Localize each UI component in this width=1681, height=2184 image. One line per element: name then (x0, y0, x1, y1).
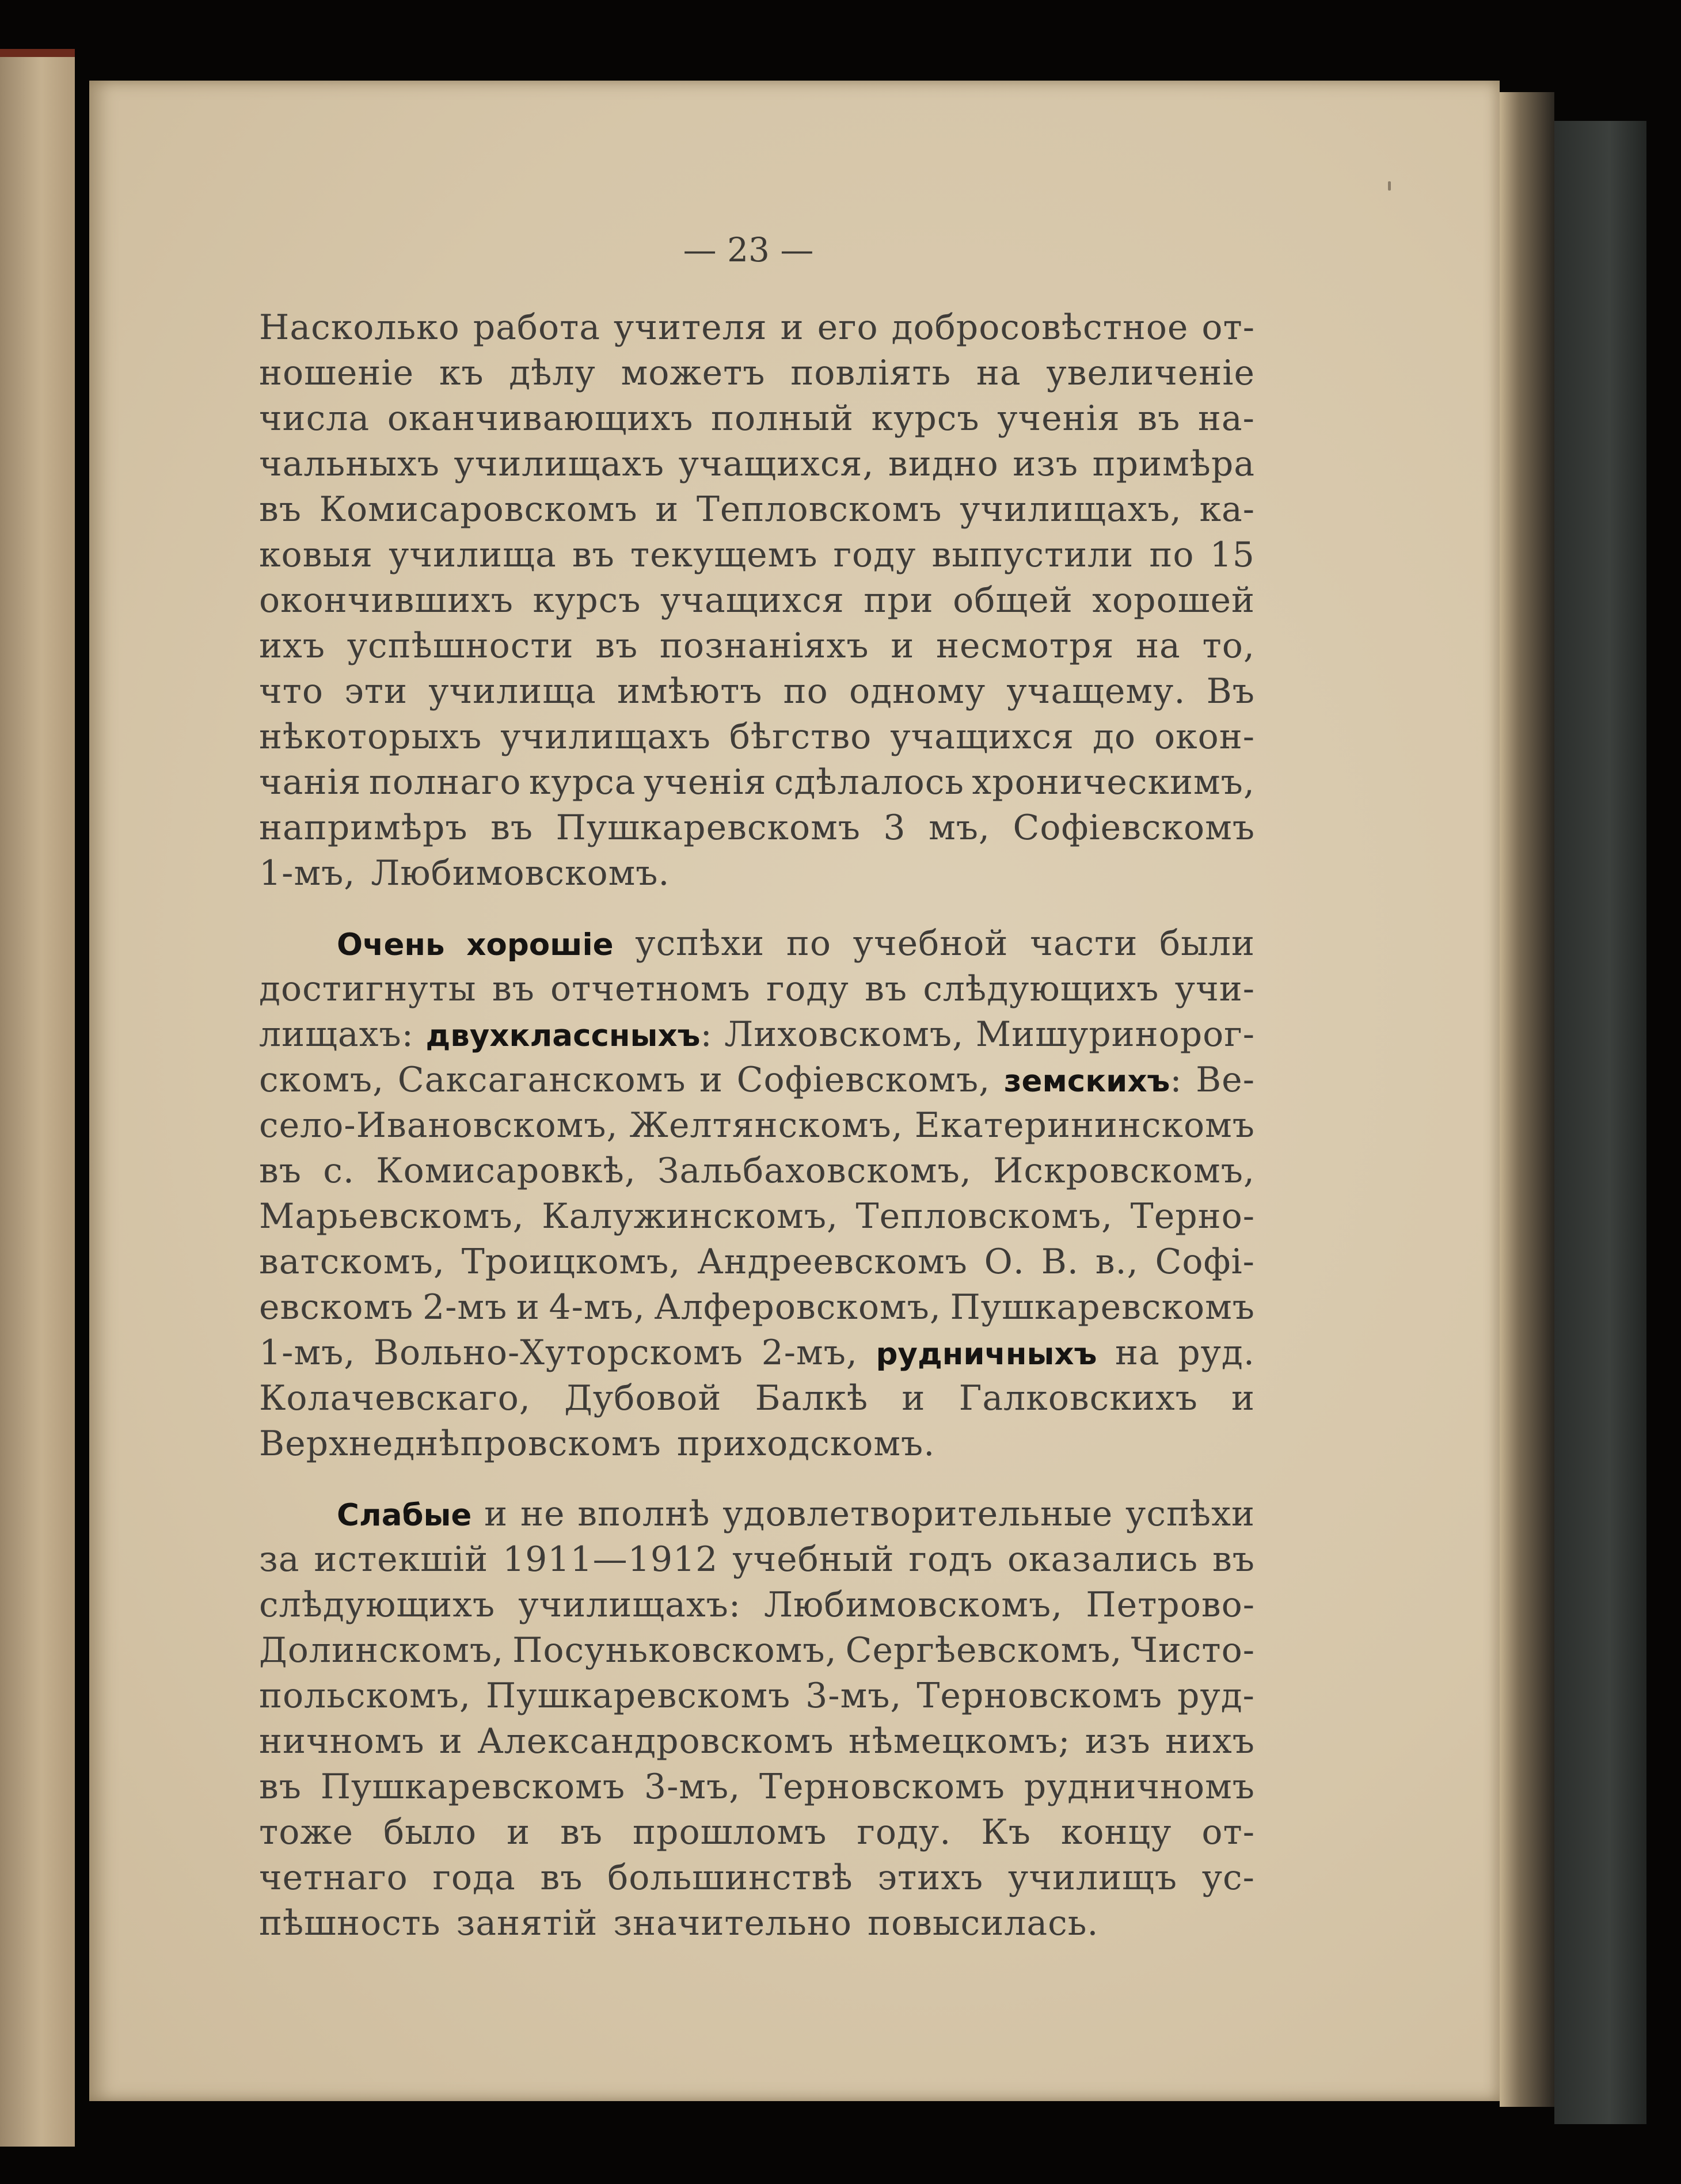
word: въ (259, 1767, 302, 1807)
word: въ (259, 1151, 302, 1191)
text-line (259, 1855, 1255, 1901)
word: добросовѣстное (891, 307, 1189, 348)
text-line (259, 1491, 1255, 1537)
word: достигнуты (259, 969, 477, 1009)
word: занятій (456, 1903, 598, 1943)
page-number: — 23 — (683, 230, 814, 269)
word: училищъ (1007, 1858, 1177, 1898)
text-line (259, 1376, 1255, 1421)
word: Долинскомъ, (259, 1630, 504, 1671)
word: Марьевскомъ, (259, 1196, 524, 1236)
word: на (1136, 626, 1181, 666)
word: оканчивающихъ (387, 398, 694, 439)
word: ихъ (259, 626, 326, 666)
word: Андреевскомъ (697, 1242, 968, 1282)
word: 3 (883, 808, 906, 848)
word: и (484, 1494, 508, 1534)
text-line (259, 1194, 1255, 1239)
word: изъ (1085, 1721, 1151, 1761)
word: бѣгство (729, 717, 872, 757)
word: Алферовскомъ, (654, 1287, 941, 1327)
word: Тепловскомъ, (855, 1196, 1113, 1236)
word: Любимовскомъ, (764, 1585, 1063, 1625)
word: годъ (908, 1539, 994, 1580)
word: большинствѣ (607, 1858, 853, 1898)
word: рудничномъ (1024, 1767, 1255, 1807)
word: Пушкаревскомъ (320, 1767, 626, 1807)
word: польскомъ, (259, 1676, 471, 1716)
word: Терновскомъ (759, 1767, 1005, 1807)
word: Пушкаревскомъ (950, 1287, 1255, 1327)
text-line (259, 1012, 1255, 1057)
text-line (259, 760, 1255, 805)
word: В. (1041, 1242, 1079, 1282)
text-line (259, 623, 1255, 669)
word: хорошей (1092, 580, 1255, 621)
word: Вольно-Хуторскомъ (373, 1333, 744, 1373)
text-line (259, 1537, 1255, 1582)
word: увеличеніе (1046, 353, 1255, 393)
text-line (259, 1421, 1255, 1467)
word: Ве- (1196, 1060, 1255, 1100)
word: одному (849, 671, 986, 711)
word: ничномъ (259, 1721, 425, 1761)
word: окончившихъ (259, 580, 514, 621)
word: Саксаганскомъ (397, 1060, 686, 1100)
word: курса (528, 762, 636, 802)
word: училищахъ, (960, 489, 1182, 530)
word: Екатерининскомъ (914, 1105, 1255, 1146)
word: можетъ (621, 353, 766, 393)
word: было (383, 1812, 477, 1852)
word: удовлетворительные (722, 1494, 1113, 1534)
word: Желтянскомъ, (629, 1105, 903, 1146)
word: 1-мъ, (259, 1333, 356, 1373)
word: и (507, 1812, 531, 1852)
word: учащихся (890, 717, 1075, 757)
word: на (976, 353, 1021, 393)
word: въ (490, 808, 534, 848)
word: ученія (643, 762, 767, 802)
word: тоже (259, 1812, 354, 1852)
word: учебной (853, 923, 1009, 964)
word: повысилась. (868, 1903, 1099, 1943)
word: вполнѣ (577, 1494, 710, 1534)
word: руд. (1178, 1333, 1255, 1373)
word: четнаго (259, 1858, 408, 1898)
text-line (259, 1673, 1255, 1719)
word: эти (344, 671, 408, 711)
word: изъ (1013, 444, 1079, 484)
text-line (259, 1103, 1255, 1148)
word: ковыя (259, 535, 374, 575)
word: учи- (1174, 969, 1255, 1009)
body-text (259, 305, 1255, 1946)
word: Терновскомъ (916, 1676, 1163, 1716)
word: и (780, 307, 804, 348)
word: въ (595, 626, 638, 666)
word: Петрово- (1086, 1585, 1255, 1625)
word: пѣшность (259, 1903, 441, 1943)
word: въ (1138, 398, 1181, 439)
word: несмотря (935, 626, 1115, 666)
word: за (259, 1539, 300, 1580)
word: 3-мъ, (644, 1767, 741, 1807)
text-line (259, 1285, 1255, 1330)
word: прошломъ (633, 1812, 827, 1852)
word: 2-мъ (422, 1287, 508, 1327)
word: Калужинскомъ, (542, 1196, 839, 1236)
text-line (259, 1901, 1255, 1946)
word: то, (1202, 626, 1255, 666)
page-stack-edge (1500, 92, 1554, 2107)
word: въ (865, 969, 908, 1009)
word: году (833, 535, 916, 575)
word: нихъ (1165, 1721, 1255, 1761)
word: концу (1060, 1812, 1172, 1852)
text-line (259, 967, 1255, 1012)
word: были (1159, 923, 1255, 964)
word: Софі- (1155, 1242, 1255, 1282)
book-cover (1554, 121, 1646, 2124)
word: 15 (1210, 535, 1255, 575)
word: и (655, 489, 679, 530)
word: по (1149, 535, 1195, 575)
word: хорошіе (466, 927, 614, 962)
word: числа (259, 398, 370, 439)
word: выпустили (931, 535, 1134, 575)
word: въ (1212, 1539, 1255, 1580)
word: этихъ (877, 1858, 984, 1898)
word: видно (888, 444, 999, 484)
paragraph (259, 1491, 1255, 1946)
word: учителя (614, 307, 767, 348)
word: учащихся, (678, 444, 874, 484)
word: успѣшности (347, 626, 574, 666)
word: Любимовскомъ. (371, 853, 670, 893)
word: сдѣлалось (774, 762, 964, 802)
word: слѣдующихъ (259, 1585, 496, 1625)
word: и (699, 1060, 724, 1100)
word: повліять (790, 353, 952, 393)
word: чальныхъ (259, 444, 440, 484)
word: училища (389, 535, 557, 575)
word: хроническимъ, (972, 762, 1255, 802)
text-line (259, 578, 1255, 623)
word: полнаго (368, 762, 522, 802)
word: Пушкаревскомъ (485, 1676, 791, 1716)
word: от- (1201, 307, 1255, 348)
text-line (259, 1239, 1255, 1285)
word: Галковскихъ (959, 1378, 1198, 1418)
word: Терно- (1130, 1196, 1255, 1236)
word: учащему. (1006, 671, 1186, 711)
paragraph (259, 305, 1255, 896)
word: 4-мъ, (549, 1287, 645, 1327)
word: слѣдующихъ (923, 969, 1159, 1009)
word: Въ (1206, 671, 1255, 711)
word: Балкѣ (755, 1378, 869, 1418)
text-line (259, 714, 1255, 760)
word: Мишуринорог- (975, 1014, 1255, 1055)
word: полный (711, 398, 854, 439)
word: части (1030, 923, 1138, 964)
text-line (259, 851, 1255, 896)
text-line (259, 1148, 1255, 1194)
word: в., (1095, 1242, 1139, 1282)
word: Лиховскомъ, (724, 1014, 964, 1055)
word: въ (572, 535, 615, 575)
word: ученія (997, 398, 1120, 439)
word: Искровскомъ, (993, 1151, 1255, 1191)
word: ка- (1199, 489, 1255, 530)
word: успѣхи (1125, 1494, 1255, 1534)
word: рудничныхъ (876, 1337, 1097, 1372)
text-line (259, 532, 1255, 578)
word: Сергѣевскомъ, (845, 1630, 1123, 1671)
word: успѣхи (635, 923, 765, 964)
word: въ (560, 1812, 603, 1852)
word: Софіевскомъ (1013, 808, 1255, 848)
word: земскихъ: (1003, 1060, 1182, 1100)
word: что (259, 671, 324, 711)
word: до (1092, 717, 1136, 757)
word: Чисто- (1131, 1630, 1255, 1671)
word: евскомъ (259, 1287, 414, 1327)
word: работа (473, 307, 601, 348)
text-line (259, 1582, 1255, 1628)
text-line (259, 396, 1255, 442)
word: приходскомъ. (676, 1424, 935, 1464)
word: мъ, (929, 808, 990, 848)
word: по (783, 671, 828, 711)
paper-speck (1388, 181, 1391, 191)
word: учащихся (660, 580, 845, 621)
word: с. (323, 1151, 355, 1191)
word: 3-мъ, (805, 1676, 902, 1716)
text-line (259, 305, 1255, 351)
word: село-Ивановскомъ, (259, 1105, 618, 1146)
word: въ (540, 1858, 583, 1898)
text-line (259, 805, 1255, 851)
word: Зальбаховскомъ, (657, 1151, 972, 1191)
word: скомъ, (259, 1060, 385, 1100)
word: училища (428, 671, 596, 711)
word: году. (857, 1812, 952, 1852)
word: и (439, 1721, 463, 1761)
word: Дубовой (564, 1378, 722, 1418)
text-line (259, 1719, 1255, 1764)
text-line (259, 1057, 1255, 1103)
word: училищахъ (500, 717, 711, 757)
word: при (864, 580, 934, 621)
word: оказались (1007, 1539, 1199, 1580)
word: въ (492, 969, 535, 1009)
word: нѣкоторыхъ (259, 717, 482, 757)
word: дѣлу (509, 353, 596, 393)
word: Колачевскаго, (259, 1378, 531, 1418)
text-line (259, 1628, 1255, 1673)
word: ватскомъ, (259, 1242, 445, 1282)
word: Комисаровскомъ (319, 489, 638, 530)
word: значительно (613, 1903, 852, 1943)
word: лищахъ: (259, 1014, 414, 1055)
paragraph (259, 921, 1255, 1467)
left-page-edge (0, 49, 75, 2147)
word: Слабые (337, 1498, 472, 1533)
text-line (259, 351, 1255, 396)
text-line (259, 1810, 1255, 1855)
text-line (259, 1764, 1255, 1810)
text-line (259, 1330, 1255, 1376)
word: курсъ (533, 580, 641, 621)
word: 2-мъ, (761, 1333, 858, 1373)
word: истекшій (314, 1539, 489, 1580)
word: Комисаровкѣ, (376, 1151, 636, 1191)
word: и (891, 626, 915, 666)
word: на (1115, 1333, 1160, 1373)
text-line (259, 442, 1255, 487)
word: ношеніе (259, 353, 414, 393)
word: напримѣръ (259, 808, 468, 848)
word: его (817, 307, 878, 348)
word: Очень (337, 927, 445, 962)
word: Къ (981, 1812, 1031, 1852)
word: О. (984, 1242, 1025, 1282)
word: на- (1197, 398, 1255, 439)
text-line (259, 487, 1255, 532)
word: Троицкомъ, (461, 1242, 681, 1282)
word: и (902, 1378, 926, 1418)
text-line (259, 669, 1255, 714)
word: Тепловскомъ (696, 489, 942, 530)
word: двухклассныхъ: (425, 1014, 713, 1055)
word: окон- (1154, 717, 1255, 757)
word: курсъ (871, 398, 980, 439)
word: от- (1201, 1812, 1255, 1852)
word: руд- (1177, 1676, 1255, 1716)
word: не (520, 1494, 565, 1534)
word: имѣютъ (617, 671, 763, 711)
word: училищахъ: (518, 1585, 741, 1625)
word: 1911—1912 (502, 1539, 718, 1580)
word: къ (439, 353, 484, 393)
word: 1-мъ, (259, 853, 356, 893)
word: отчетномъ (550, 969, 751, 1009)
word: общей (953, 580, 1073, 621)
word: текущемъ (630, 535, 818, 575)
word: училищахъ (454, 444, 665, 484)
text-line (259, 921, 1255, 967)
word: Пушкаревскомъ (556, 808, 861, 848)
word: Александровскомъ (477, 1721, 834, 1761)
word: и (1231, 1378, 1255, 1418)
word: и (516, 1287, 540, 1327)
word: Насколько (259, 307, 460, 348)
word: году (766, 969, 849, 1009)
word: Верхнеднѣпровскомъ (259, 1424, 661, 1464)
word: учебный (732, 1539, 895, 1580)
word: нѣмецкомъ; (848, 1721, 1071, 1761)
word: ус- (1201, 1858, 1255, 1898)
word: Посуньковскомъ, (512, 1630, 837, 1671)
word: познаніяхъ (659, 626, 869, 666)
word: Софіевскомъ, (736, 1060, 991, 1100)
word: года (432, 1858, 516, 1898)
word: въ (259, 489, 302, 530)
word: примѣра (1092, 444, 1255, 484)
word: чанія (259, 762, 362, 802)
word: по (786, 923, 831, 964)
